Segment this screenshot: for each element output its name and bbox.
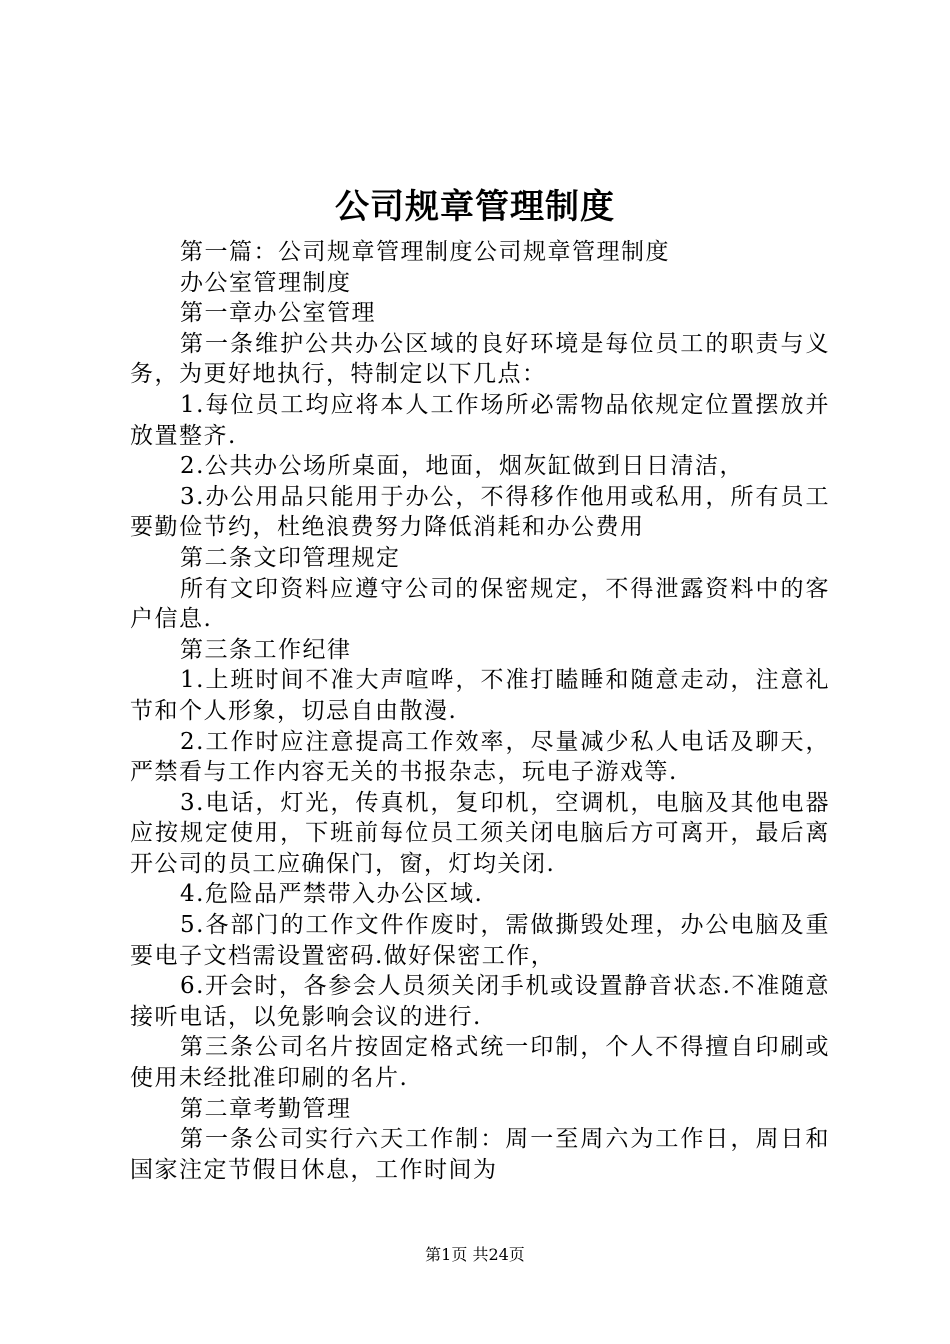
document-title: 公司规章管理制度	[335, 187, 615, 227]
paragraph: 所有文印资料应遵守公司的保密规定，不得泄露资料中的客户信息.	[130, 575, 830, 633]
paragraph: 2.工作时应注意提高工作效率，尽量减少私人电话及聊天，严禁看与工作内容无关的书报杂志，玩电子游戏等.	[130, 728, 830, 786]
paragraph: 1.上班时间不准大声喧哗，不准打瞌睡和随意走动，注意礼节和个人形象，切忌自由散漫.	[130, 667, 830, 724]
paragraph: 2.公共办公场所桌面，地面，烟灰缸做到日日清洁，	[180, 453, 744, 480]
paragraph: 第二章考勤管理	[180, 1095, 352, 1122]
paragraph: 第三条工作纪律	[180, 636, 352, 663]
paragraph: 第三条公司名片按固定格式统一印制，个人不得擅自印刷或使用未经批准印刷的名片.	[130, 1034, 830, 1092]
paragraph: 第一条维护公共办公区域的良好环境是每位员工的职责与义务，为更好地执行，特制定以下几点：	[130, 330, 830, 388]
document-body	[130, 237, 830, 1185]
paragraph: 3.办公用品只能用于办公，不得移作他用或私用，所有员工要勤俭节约，杜绝浪费努力降低消耗和办公费用	[130, 483, 830, 541]
paragraph: 第一篇：公司规章管理制度公司规章管理制度	[180, 239, 670, 265]
paragraph: 第二条文印管理规定	[180, 544, 401, 571]
paragraph: 办公室管理制度	[180, 269, 352, 296]
paragraph: 第一章办公室管理	[180, 300, 376, 327]
page-footer: 第1页 共24页	[425, 1245, 525, 1264]
paragraph: 5.各部门的工作文件作废时，需做撕毁处理，办公电脑及重要电子文档需设置密码.做好保密工作，	[130, 912, 830, 969]
paragraph: 1.每位员工均应将本人工作场所必需物品依规定位置摆放并放置整齐.	[130, 391, 830, 449]
paragraph: 6.开会时，各参会人员须关闭手机或设置静音状态.不准随意接听电话，以免影响会议的进行.	[130, 973, 830, 1030]
paragraph: 3.电话，灯光，传真机，复印机，空调机，电脑及其他电器应按规定使用，下班前每位员工须关闭电脑后方可离开，最后离开公司的员工应确保门，窗，灯均关闭.	[130, 789, 830, 877]
paragraph: 4.危险品严禁带入办公区域.	[180, 881, 484, 908]
paragraph: 第一条公司实行六天工作制：周一至周六为工作日，周日和国家注定节假日休息，工作时间为	[130, 1126, 830, 1183]
